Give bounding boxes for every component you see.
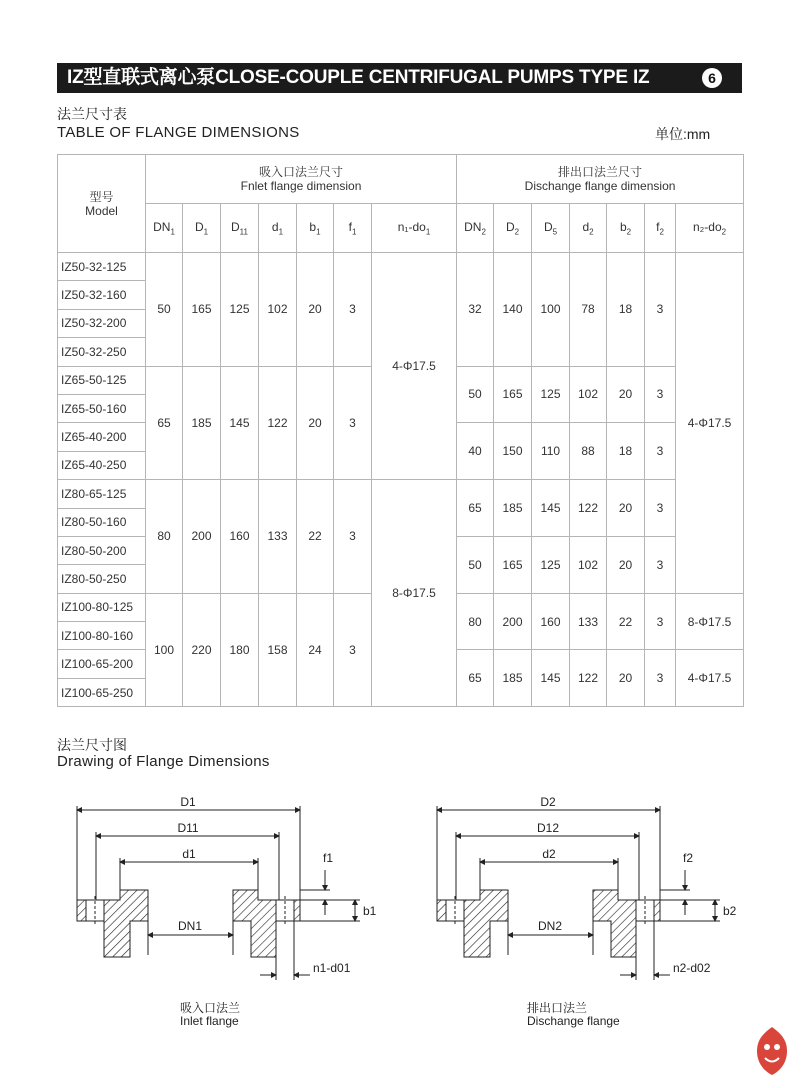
outlet-value-cell: 20 xyxy=(607,480,645,537)
inlet-label-holes: n1-d01 xyxy=(313,961,351,975)
outlet-value-cell: 165 xyxy=(494,366,532,423)
column-header-subscript: 2 xyxy=(514,227,520,237)
model-cell: IZ100-65-200 xyxy=(58,650,146,678)
outlet-value-cell: 50 xyxy=(457,366,494,423)
outlet-value-cell: 65 xyxy=(457,650,494,707)
inlet-caption-en: Inlet flange xyxy=(180,1014,239,1028)
outlet-label-D: D2 xyxy=(540,795,556,809)
model-cell: IZ100-80-125 xyxy=(58,593,146,621)
model-header-cn: 型号 xyxy=(89,189,114,204)
inlet-holes-cell: 4-Φ17.5 xyxy=(372,253,457,480)
outlet-value-cell: 102 xyxy=(570,366,607,423)
inlet-label-d: d1 xyxy=(182,847,196,861)
outlet-value-cell: 3 xyxy=(645,480,676,537)
outlet-value-cell: 18 xyxy=(607,253,645,367)
outlet-value-cell: 102 xyxy=(570,536,607,593)
column-header-label: b xyxy=(309,219,317,234)
outlet-value-cell: 3 xyxy=(645,423,676,480)
outlet-value-cell: 165 xyxy=(494,536,532,593)
outlet-value-cell: 185 xyxy=(494,650,532,707)
inlet-label-D11: D11 xyxy=(177,821,199,835)
inlet-value-cell: 180 xyxy=(221,593,259,707)
column-header-label: D xyxy=(231,219,240,234)
outlet-holes-cell: 4-Φ17.5 xyxy=(676,253,744,594)
outlet-value-cell: 78 xyxy=(570,253,607,367)
inlet-value-cell: 100 xyxy=(146,593,183,707)
outlet-label-f: f2 xyxy=(683,851,694,865)
outlet-value-cell: 100 xyxy=(532,253,570,367)
outlet-caption-cn: 排出口法兰 xyxy=(527,1001,588,1015)
inlet-value-cell: 160 xyxy=(221,480,259,594)
inlet-caption-cn: 吸入口法兰 xyxy=(180,1001,241,1015)
outlet-value-cell: 40 xyxy=(457,423,494,480)
inlet-value-cell: 122 xyxy=(259,366,297,480)
outlet-value-cell: 145 xyxy=(532,480,570,537)
outlet-value-cell: 122 xyxy=(570,650,607,707)
table-title-cn: 法兰尺寸表 xyxy=(57,106,127,122)
outlet-value-cell: 140 xyxy=(494,253,532,367)
column-header-subscript: 1 xyxy=(170,227,175,237)
column-header-subscript: 1 xyxy=(425,227,431,237)
inlet-value-cell: 185 xyxy=(183,366,221,480)
inlet-value-cell: 3 xyxy=(334,366,372,480)
column-header-label: f xyxy=(348,219,352,234)
outlet-value-cell: 18 xyxy=(607,423,645,480)
model-cell: IZ65-50-125 xyxy=(58,366,146,394)
table-title-en: TABLE OF FLANGE DIMENSIONS xyxy=(57,124,300,141)
inlet-label-f: f1 xyxy=(323,851,334,865)
outlet-group-header-en: Dischange flange dimension xyxy=(524,179,676,193)
inlet-value-cell: 3 xyxy=(334,593,372,707)
outlet-value-cell: 122 xyxy=(570,480,607,537)
inlet-value-cell: 133 xyxy=(259,480,297,594)
model-cell: IZ80-50-250 xyxy=(58,565,146,593)
model-cell: IZ65-40-200 xyxy=(58,423,146,451)
inlet-value-cell: 50 xyxy=(146,253,183,367)
inlet-value-cell: 3 xyxy=(334,253,372,367)
outlet-group-header-cn: 排出口法兰尺寸 xyxy=(558,165,643,179)
inlet-group-header-en: Fnlet flange dimension xyxy=(240,179,362,193)
column-header-label: b xyxy=(619,219,627,234)
inlet-value-cell: 158 xyxy=(259,593,297,707)
model-cell: IZ100-65-250 xyxy=(58,678,146,706)
inlet-value-cell: 145 xyxy=(221,366,259,480)
page-number-badge: 6 xyxy=(702,68,722,88)
outlet-value-cell: 3 xyxy=(645,253,676,367)
outlet-value-cell: 80 xyxy=(457,593,494,650)
inlet-holes-cell: 8-Φ17.5 xyxy=(372,480,457,707)
outlet-value-cell: 32 xyxy=(457,253,494,367)
drawing-title-cn: 法兰尺寸图 xyxy=(57,737,127,753)
outlet-value-cell: 200 xyxy=(494,593,532,650)
outlet-value-cell: 3 xyxy=(645,593,676,650)
model-cell: IZ65-50-160 xyxy=(58,394,146,422)
column-header-subscript: 11 xyxy=(239,227,248,237)
inlet-value-cell: 220 xyxy=(183,593,221,707)
column-header-label: f xyxy=(656,219,660,234)
outlet-value-cell: 3 xyxy=(645,366,676,423)
drawing-title-en: Drawing of Flange Dimensions xyxy=(57,753,270,770)
model-cell: IZ50-32-160 xyxy=(58,281,146,309)
inlet-value-cell: 20 xyxy=(297,253,334,367)
column-header-label: n₁-do xyxy=(397,219,426,234)
outlet-value-cell: 145 xyxy=(532,650,570,707)
column-header-subscript: 2 xyxy=(659,227,664,237)
inlet-value-cell: 22 xyxy=(297,480,334,594)
outlet-value-cell: 150 xyxy=(494,423,532,480)
inlet-value-cell: 20 xyxy=(297,366,334,480)
column-header-subscript: 2 xyxy=(626,227,632,237)
inlet-value-cell: 165 xyxy=(183,253,221,367)
outlet-value-cell: 125 xyxy=(532,536,570,593)
model-header-en: Model xyxy=(85,203,118,218)
brand-logo-icon xyxy=(754,1025,790,1077)
inlet-value-cell: 65 xyxy=(146,366,183,480)
inlet-value-cell: 3 xyxy=(334,480,372,594)
column-header-subscript: 2 xyxy=(589,227,594,237)
outlet-label-holes: n2-d02 xyxy=(673,961,711,975)
column-header-subscript: 5 xyxy=(552,227,558,237)
outlet-value-cell: 3 xyxy=(645,536,676,593)
outlet-value-cell: 160 xyxy=(532,593,570,650)
outlet-label-D12: D12 xyxy=(536,821,560,835)
column-header-subscript: 1 xyxy=(203,227,209,237)
column-header-subscript: 2 xyxy=(721,227,727,237)
outlet-value-cell: 20 xyxy=(607,366,645,423)
model-cell: IZ50-32-200 xyxy=(58,309,146,337)
outlet-value-cell: 110 xyxy=(532,423,570,480)
outlet-caption-en: Dischange flange xyxy=(527,1014,620,1028)
inlet-flange-drawing xyxy=(77,806,360,980)
model-cell: IZ100-80-160 xyxy=(58,622,146,650)
inlet-value-cell: 125 xyxy=(221,253,259,367)
outlet-holes-cell: 8-Φ17.5 xyxy=(676,593,744,650)
page-title: IZ型直联式离心泵CLOSE-COUPLE CENTRIFUGAL PUMPS TYPE IZ xyxy=(67,67,650,88)
model-cell: IZ80-65-125 xyxy=(58,480,146,508)
outlet-label-b: b2 xyxy=(723,904,737,918)
outlet-value-cell: 20 xyxy=(607,650,645,707)
column-header-label: D xyxy=(505,219,515,234)
outlet-value-cell: 185 xyxy=(494,480,532,537)
inlet-group-header-cn: 吸入口法兰尺寸 xyxy=(259,165,344,179)
inlet-value-cell: 80 xyxy=(146,480,183,594)
outlet-value-cell: 133 xyxy=(570,593,607,650)
column-header-label: d xyxy=(582,219,590,234)
outlet-value-cell: 22 xyxy=(607,593,645,650)
unit-label: 单位:mm xyxy=(655,126,711,142)
column-header-subscript: 2 xyxy=(481,227,486,237)
column-header-label: n₂-do xyxy=(692,219,722,234)
model-cell: IZ50-32-250 xyxy=(58,338,146,366)
inlet-label-DN: DN1 xyxy=(177,919,203,933)
outlet-value-cell: 65 xyxy=(457,480,494,537)
model-cell: IZ80-50-160 xyxy=(58,508,146,536)
outlet-holes-cell: 4-Φ17.5 xyxy=(676,650,744,707)
outlet-label-DN: DN2 xyxy=(537,919,563,933)
column-header-label: DN xyxy=(464,219,482,234)
outlet-value-cell: 125 xyxy=(532,366,570,423)
inlet-caption xyxy=(180,1002,240,1028)
outlet-value-cell: 20 xyxy=(607,536,645,593)
model-cell: IZ50-32-125 xyxy=(58,253,146,281)
outlet-flange-drawing xyxy=(437,806,720,980)
inlet-value-cell: 24 xyxy=(297,593,334,707)
inlet-label-b: b1 xyxy=(363,904,377,918)
column-header-subscript: 1 xyxy=(351,227,357,237)
column-header-label: D xyxy=(543,219,553,234)
column-header-label: d xyxy=(271,219,279,234)
outlet-caption xyxy=(527,1002,620,1028)
outlet-value-cell: 88 xyxy=(570,423,607,480)
model-cell: IZ80-50-200 xyxy=(58,536,146,564)
outlet-label-d: d2 xyxy=(542,847,556,861)
column-header-label: DN xyxy=(153,219,171,234)
inlet-value-cell: 200 xyxy=(183,480,221,594)
column-header-subscript: 1 xyxy=(278,227,284,237)
inlet-value-cell: 102 xyxy=(259,253,297,367)
outlet-value-cell: 50 xyxy=(457,536,494,593)
inlet-label-D: D1 xyxy=(180,795,196,809)
column-header-subscript: 1 xyxy=(316,227,321,237)
column-header-label: D xyxy=(194,219,204,234)
outlet-value-cell: 3 xyxy=(645,650,676,707)
model-cell: IZ65-40-250 xyxy=(58,451,146,479)
